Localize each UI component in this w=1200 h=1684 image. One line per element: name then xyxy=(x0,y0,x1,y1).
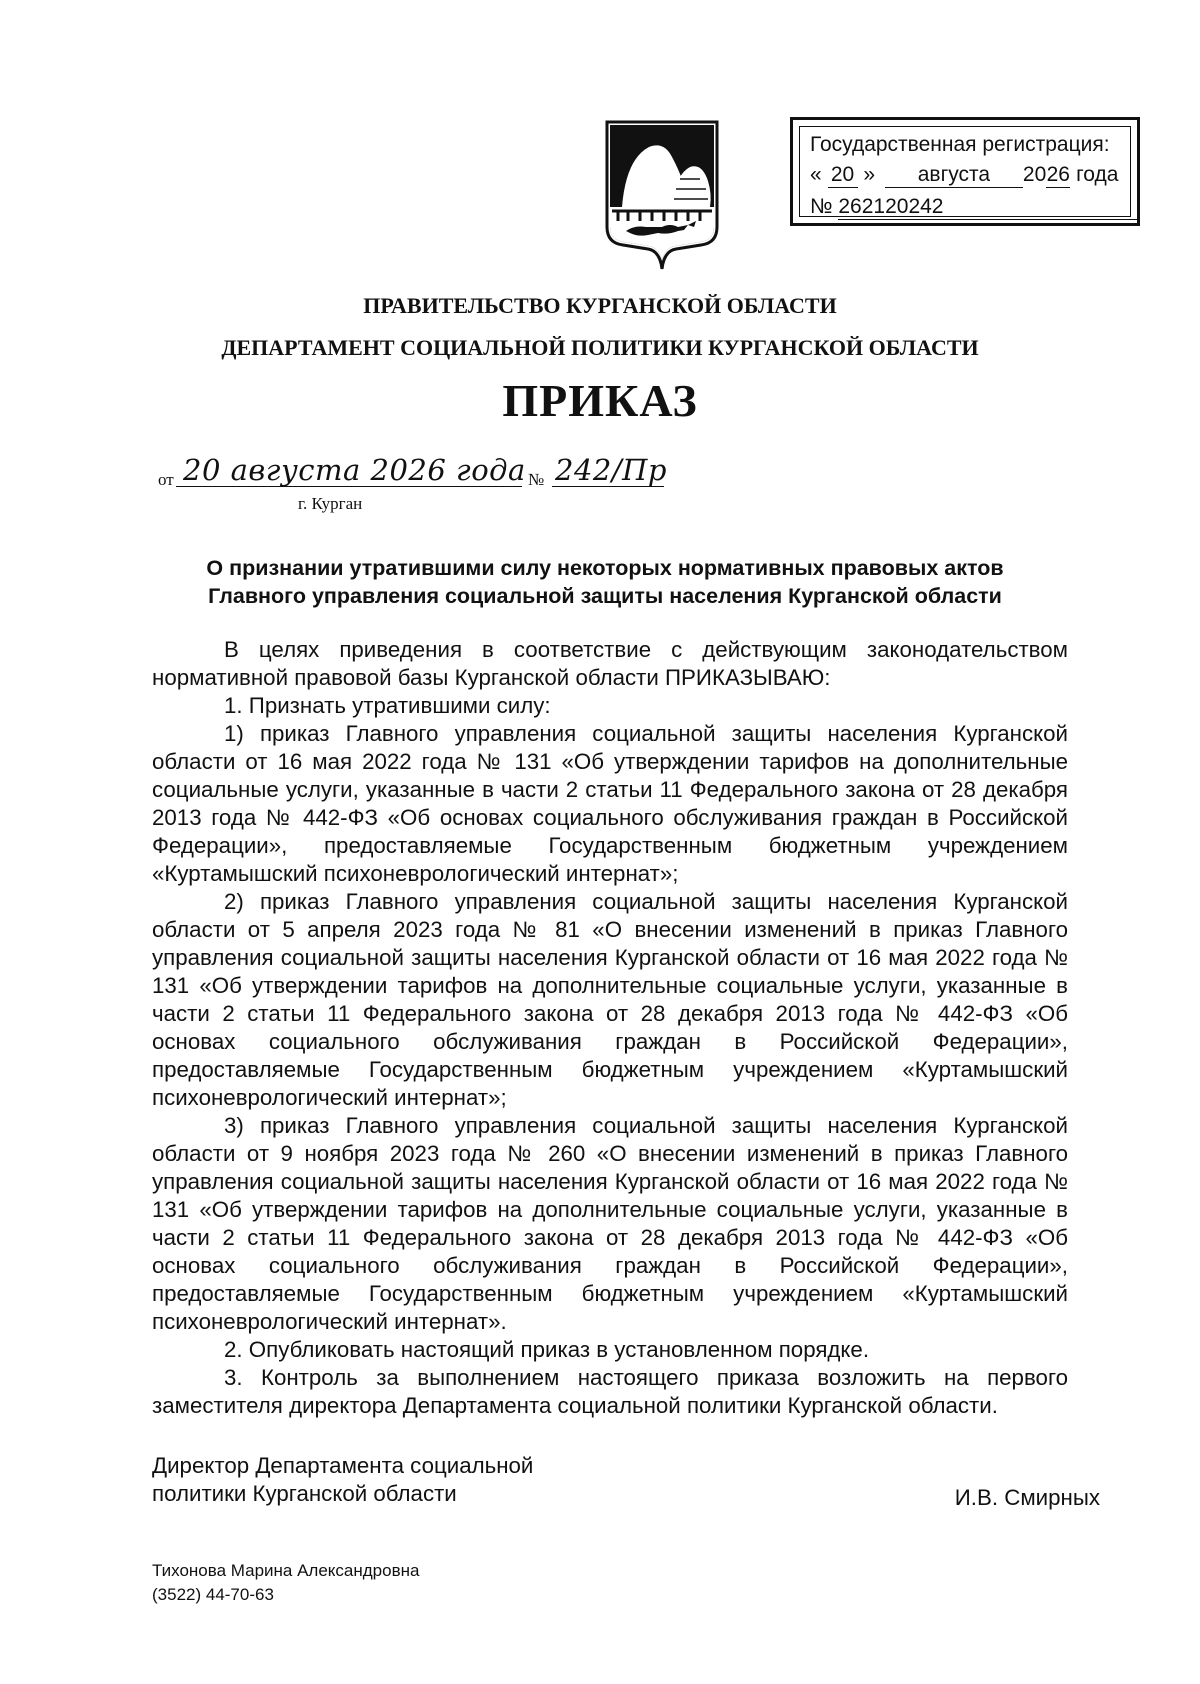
registration-year-suffix: 26 xyxy=(1046,163,1070,186)
body-paragraph-subitem-2: 2) приказ Главного управления социальной защиты населения Курганской области от 5 апреля 2023 года № 81 «О внесении изменений в приказ Главного управления социальной защиты населения Курганской области от 16 мая 2022 года № 131 «Об утверждении тарифов на дополнительные социальные услуги, указанные в части 2 статьи 11 Федерального закона от 28 декабря 2013 года № 442-ФЗ «Об основах социального обслуживания граждан в Российской Федерации», предоставляемые Государственным бюджетным учреждением «Куртамышский психоневрологический интернат»; xyxy=(152,889,1068,1110)
registration-month: августа xyxy=(885,163,1023,188)
executor-phone: (3522) 44-70-63 xyxy=(152,1585,274,1604)
order-subject-line-2: Главного управления социальной защиты населения Курганской области xyxy=(208,584,1002,608)
body-paragraph-subitem-3: 3) приказ Главного управления социальной защиты населения Курганской области от 9 ноября 2023 года № 260 «О внесении изменений в приказ Главного управления социальной защиты населения Курганской области от 16 мая 2022 года № 131 «Об утверждении тарифов на дополнительные социальные услуги, указанные в части 2 статьи 11 Федерального закона от 28 декабря 2013 года № 442-ФЗ «Об основах социального обслуживания граждан в Российской Федерации», предоставляемые Государственным бюджетным учреждением «Куртамышский психоневрологический интернат». xyxy=(152,1113,1068,1334)
registration-stamp xyxy=(790,117,1140,226)
body-paragraph-subitem-1: 1) приказ Главного управления социальной защиты населения Курганской области от 16 мая 2022 года № 131 «Об утверждении тарифов на дополнительные социальные услуги, указанные в части 2 статьи 11 Федерального закона от 28 декабря 2013 года № 442-ФЗ «Об основах социального обслуживания граждан в Российской Федерации», предоставляемые Государственным бюджетным учреждением «Куртамышский психоневрологический интернат»; xyxy=(152,721,1068,886)
signatory-position xyxy=(152,1452,672,1508)
kurgan-coat-of-arms-icon xyxy=(604,119,720,272)
order-from-label: от xyxy=(158,470,174,489)
registration-stamp-inner-frame xyxy=(799,126,1131,217)
registration-title: Государственная регистрация: xyxy=(810,133,1110,156)
signatory-position-line-2: политики Курганской области xyxy=(152,1481,457,1506)
registration-number-label: № xyxy=(810,195,833,218)
registration-year-word: года xyxy=(1076,163,1119,186)
signatory-name: И.В. Смирных xyxy=(954,1485,1100,1510)
registration-day: 20 xyxy=(828,163,858,188)
order-date-underline xyxy=(176,486,522,487)
body-paragraph-item-3: 3. Контроль за выполнением настоящего приказа возложить на первого заместителя директора Департамента социальной политики Курганской области. xyxy=(152,1365,1068,1418)
order-subject-line-1: О признании утратившими силу некоторых нормативных правовых актов xyxy=(206,556,1004,580)
registration-date xyxy=(810,163,1118,188)
executor-name: Тихонова Марина Александровна xyxy=(152,1561,420,1580)
order-city: г. Курган xyxy=(298,494,363,513)
department-header: ДЕПАРТАМЕНТ СОЦИАЛЬНОЙ ПОЛИТИКИ КУРГАНСКОЙ ОБЛАСТИ xyxy=(221,335,979,360)
document-type-title: ПРИКАЗ xyxy=(502,375,698,426)
order-body xyxy=(152,636,1068,1420)
body-paragraph-item-1: 1. Признать утратившими силу: xyxy=(224,693,551,718)
order-number-label: № xyxy=(528,470,545,489)
registration-number-row xyxy=(810,195,1138,220)
registration-number: 262120242 xyxy=(838,195,1138,220)
government-header: ПРАВИТЕЛЬСТВО КУРГАНСКОЙ ОБЛАСТИ xyxy=(363,293,837,318)
body-paragraph-preamble: В целях приведения в соответствие с действующим законодательством нормативной правовой базы Курганской области ПРИКАЗЫВАЮ: xyxy=(152,637,1068,690)
order-number-handwritten: 242/Пр xyxy=(555,453,667,487)
registration-quote-close: » xyxy=(863,163,876,186)
body-paragraph-item-2: 2. Опубликовать настоящий приказ в установленном порядке. xyxy=(224,1337,870,1362)
signatory-position-line-1: Директор Департамента социальной xyxy=(152,1453,534,1478)
registration-quote-open: « xyxy=(810,163,822,186)
registration-year-prefix: 20 xyxy=(1022,163,1047,186)
order-number-underline xyxy=(552,486,664,487)
order-date-handwritten: 20 августа 2026 года xyxy=(183,453,526,487)
